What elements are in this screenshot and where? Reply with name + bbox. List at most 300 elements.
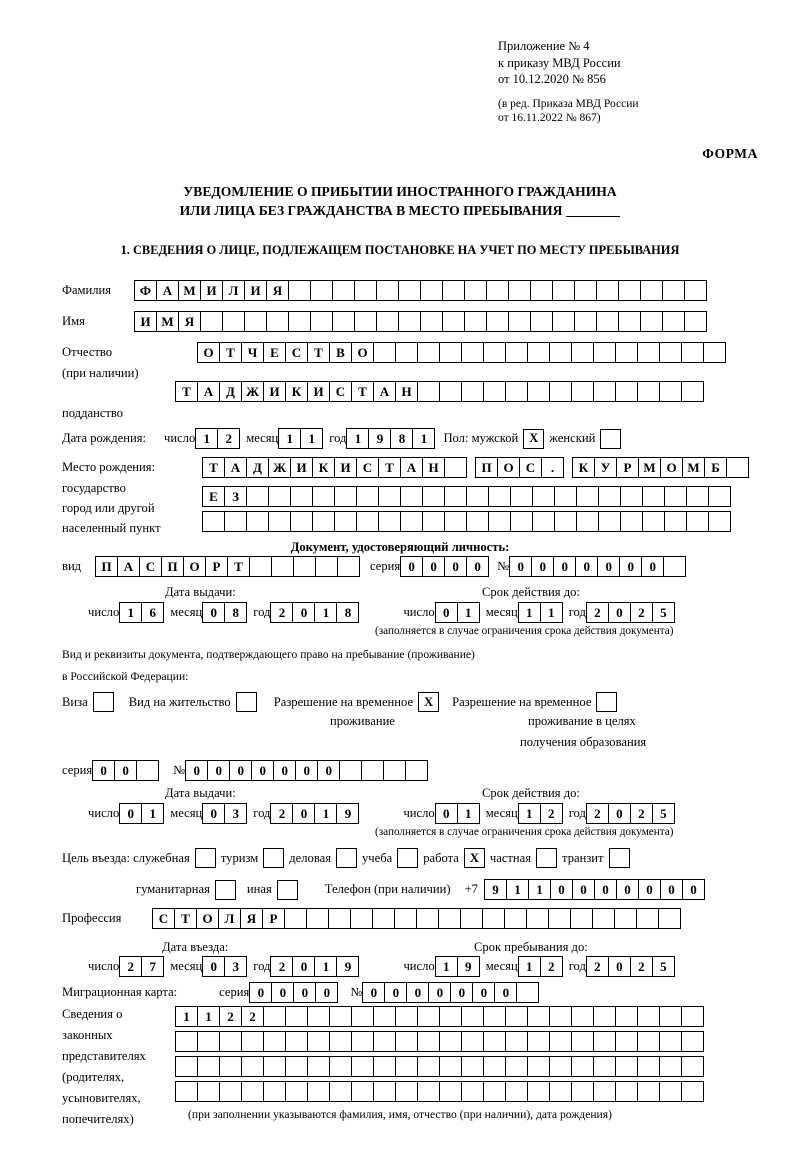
cell[interactable] [549, 1056, 572, 1077]
cell[interactable]: 2 [270, 803, 293, 824]
cell[interactable] [136, 760, 159, 781]
cell[interactable] [504, 908, 527, 929]
cell[interactable] [356, 486, 379, 507]
cell[interactable] [483, 1006, 506, 1027]
cell[interactable]: Я [266, 280, 289, 301]
cell[interactable] [659, 342, 682, 363]
cell[interactable] [241, 1081, 264, 1102]
cell[interactable]: 9 [336, 803, 359, 824]
cell[interactable] [417, 1081, 440, 1102]
cell[interactable] [466, 486, 489, 507]
birth-month-input[interactable] [278, 428, 323, 449]
cell[interactable] [417, 342, 440, 363]
cell[interactable] [618, 280, 641, 301]
cell[interactable] [642, 511, 665, 532]
cell[interactable]: 0 [292, 956, 315, 977]
cell[interactable] [505, 342, 528, 363]
cell[interactable] [373, 1006, 396, 1027]
cell[interactable] [197, 1081, 220, 1102]
cell[interactable] [224, 511, 247, 532]
cell[interactable]: 5 [652, 803, 675, 824]
cell[interactable]: 1 [518, 602, 541, 623]
cell[interactable]: Ч [241, 342, 264, 363]
cell[interactable] [307, 1081, 330, 1102]
cell[interactable]: 0 [251, 760, 274, 781]
cell[interactable] [593, 1081, 616, 1102]
permit-issue-day-input[interactable] [119, 803, 164, 824]
cell[interactable]: 0 [660, 879, 683, 900]
cell[interactable] [642, 486, 665, 507]
cell[interactable]: Л [222, 280, 245, 301]
cell[interactable]: 5 [652, 956, 675, 977]
cell[interactable]: 0 [608, 956, 631, 977]
cell[interactable] [200, 311, 223, 332]
cell[interactable]: 1 [175, 1006, 198, 1027]
cell[interactable]: 0 [494, 982, 517, 1003]
cell[interactable]: 0 [315, 982, 338, 1003]
cell[interactable]: П [475, 457, 498, 478]
cell[interactable] [659, 1031, 682, 1052]
cell[interactable] [354, 311, 377, 332]
cell[interactable] [618, 311, 641, 332]
cell[interactable] [464, 280, 487, 301]
cell[interactable] [510, 511, 533, 532]
cell[interactable]: 2 [540, 956, 563, 977]
cell[interactable] [620, 511, 643, 532]
cell[interactable] [527, 1031, 550, 1052]
cell[interactable] [395, 342, 418, 363]
cell[interactable] [290, 486, 313, 507]
permit-series-input[interactable] [92, 760, 159, 781]
cell[interactable]: И [244, 280, 267, 301]
cell[interactable]: Ж [268, 457, 291, 478]
cell[interactable]: С [152, 908, 175, 929]
cell[interactable] [439, 381, 462, 402]
cell[interactable] [620, 486, 643, 507]
cell[interactable]: Т [227, 556, 250, 577]
cell[interactable]: 1 [195, 428, 218, 449]
migration-number-input[interactable] [362, 982, 539, 1003]
cell[interactable]: 0 [594, 879, 617, 900]
cell[interactable]: 0 [114, 760, 137, 781]
cell[interactable] [640, 311, 663, 332]
cell[interactable] [505, 1006, 528, 1027]
cell[interactable] [664, 511, 687, 532]
cell[interactable]: 0 [641, 556, 664, 577]
cell[interactable]: И [334, 457, 357, 478]
cell[interactable] [439, 1031, 462, 1052]
permit-valid-year-input[interactable] [586, 803, 675, 824]
cell[interactable] [376, 280, 399, 301]
cell[interactable] [422, 511, 445, 532]
cell[interactable] [417, 1006, 440, 1027]
cell[interactable]: 0 [362, 982, 385, 1003]
cell[interactable] [570, 908, 593, 929]
doc-issue-month-input[interactable] [202, 602, 247, 623]
cell[interactable]: Т [202, 457, 225, 478]
doc-valid-day-input[interactable] [435, 602, 480, 623]
cell[interactable] [460, 908, 483, 929]
cell[interactable] [527, 1006, 550, 1027]
cell[interactable] [640, 280, 663, 301]
cell[interactable] [464, 311, 487, 332]
permit-valid-month-input[interactable] [518, 803, 563, 824]
cell[interactable]: 0 [550, 879, 573, 900]
cell[interactable] [461, 1006, 484, 1027]
purpose-other-checkbox[interactable] [277, 880, 298, 900]
cell[interactable]: 0 [384, 982, 407, 1003]
cell[interactable] [508, 311, 531, 332]
cell[interactable]: 0 [249, 982, 272, 1003]
cell[interactable] [398, 311, 421, 332]
cell[interactable] [288, 280, 311, 301]
cell[interactable] [598, 511, 621, 532]
cell[interactable] [637, 342, 660, 363]
cell[interactable] [219, 1056, 242, 1077]
cell[interactable]: 0 [531, 556, 554, 577]
entry-day-input[interactable] [119, 956, 164, 977]
cell[interactable]: Ф [134, 280, 157, 301]
cell[interactable] [356, 511, 379, 532]
cell[interactable] [444, 457, 467, 478]
cell[interactable] [527, 1056, 550, 1077]
birthplace-input-row3[interactable] [202, 511, 731, 532]
document-number-input[interactable] [509, 556, 686, 577]
cell[interactable]: 8 [336, 602, 359, 623]
cell[interactable] [219, 1031, 242, 1052]
cell[interactable] [444, 511, 467, 532]
cell[interactable]: И [290, 457, 313, 478]
purpose-tourism-checkbox[interactable] [263, 848, 284, 868]
cell[interactable] [373, 1056, 396, 1077]
cell[interactable]: 2 [119, 956, 142, 977]
permit-issue-year-input[interactable] [270, 803, 359, 824]
cell[interactable] [530, 280, 553, 301]
cell[interactable]: Т [219, 342, 242, 363]
cell[interactable] [398, 280, 421, 301]
cell[interactable]: М [638, 457, 661, 478]
cell[interactable]: О [351, 342, 374, 363]
cell[interactable]: Д [246, 457, 269, 478]
cell[interactable]: 0 [295, 760, 318, 781]
cell[interactable] [350, 908, 373, 929]
cell[interactable] [461, 342, 484, 363]
cell[interactable] [615, 381, 638, 402]
sex-female-checkbox[interactable] [600, 429, 621, 449]
cell[interactable]: И [263, 381, 286, 402]
cell[interactable] [615, 1006, 638, 1027]
cell[interactable]: З [224, 486, 247, 507]
cell[interactable]: С [285, 342, 308, 363]
cell[interactable] [593, 381, 616, 402]
stay-month-input[interactable] [518, 956, 563, 977]
cell[interactable]: 1 [346, 428, 369, 449]
cell[interactable] [422, 486, 445, 507]
cell[interactable] [505, 381, 528, 402]
cell[interactable] [526, 908, 549, 929]
cell[interactable] [306, 908, 329, 929]
cell[interactable]: 1 [506, 879, 529, 900]
cell[interactable]: 0 [428, 982, 451, 1003]
cell[interactable] [351, 1081, 374, 1102]
cell[interactable] [637, 1056, 660, 1077]
doc-issue-day-input[interactable] [119, 602, 164, 623]
cell[interactable] [488, 486, 511, 507]
cell[interactable]: Т [175, 381, 198, 402]
cell[interactable] [354, 280, 377, 301]
cell[interactable]: 1 [540, 602, 563, 623]
cell[interactable]: 0 [202, 956, 225, 977]
cell[interactable] [636, 908, 659, 929]
cell[interactable] [417, 1056, 440, 1077]
cell[interactable] [246, 511, 269, 532]
cell[interactable]: М [178, 280, 201, 301]
sex-male-checkbox[interactable]: X [523, 429, 544, 449]
cell[interactable]: О [497, 457, 520, 478]
cell[interactable] [285, 1006, 308, 1027]
cell[interactable] [532, 511, 555, 532]
cell[interactable]: 1 [412, 428, 435, 449]
cell[interactable] [383, 760, 406, 781]
cell[interactable]: Т [378, 457, 401, 478]
cell[interactable] [552, 280, 575, 301]
cell[interactable] [339, 760, 362, 781]
cell[interactable]: Т [351, 381, 374, 402]
cell[interactable] [549, 381, 572, 402]
cell[interactable]: 9 [368, 428, 391, 449]
cell[interactable]: . [541, 457, 564, 478]
cell[interactable]: А [156, 280, 179, 301]
cell[interactable] [268, 511, 291, 532]
cell[interactable] [659, 1006, 682, 1027]
cell[interactable] [373, 1081, 396, 1102]
cell-group[interactable] [202, 457, 467, 478]
cell[interactable] [461, 1081, 484, 1102]
migration-series-input[interactable] [249, 982, 338, 1003]
patronymic-input[interactable] [197, 342, 726, 363]
cell[interactable]: 0 [472, 982, 495, 1003]
cell[interactable]: К [572, 457, 595, 478]
name-input[interactable] [134, 311, 707, 332]
cell[interactable]: С [356, 457, 379, 478]
cell[interactable]: 1 [197, 1006, 220, 1027]
cell[interactable]: 0 [575, 556, 598, 577]
cell[interactable]: 2 [630, 602, 653, 623]
cell[interactable] [373, 342, 396, 363]
cell[interactable] [593, 1006, 616, 1027]
cell[interactable]: 5 [652, 602, 675, 623]
cell[interactable]: Д [219, 381, 242, 402]
document-kind-input[interactable] [95, 556, 360, 577]
legal-rep-input-row4[interactable] [175, 1081, 704, 1102]
cell[interactable] [361, 760, 384, 781]
cell[interactable] [417, 1031, 440, 1052]
cell[interactable] [439, 1081, 462, 1102]
cell[interactable] [175, 1081, 198, 1102]
cell[interactable] [329, 1006, 352, 1027]
cell[interactable] [516, 982, 539, 1003]
cell[interactable]: Е [202, 486, 225, 507]
cell[interactable] [466, 511, 489, 532]
cell[interactable]: 0 [422, 556, 445, 577]
cell[interactable]: О [196, 908, 219, 929]
cell[interactable] [596, 311, 619, 332]
profession-input[interactable] [152, 908, 681, 929]
cell[interactable] [310, 311, 333, 332]
cell[interactable]: 0 [638, 879, 661, 900]
cell[interactable] [310, 280, 333, 301]
cell[interactable] [527, 342, 550, 363]
cell[interactable]: 0 [207, 760, 230, 781]
cell-group[interactable] [475, 457, 564, 478]
cell[interactable] [659, 381, 682, 402]
cell[interactable]: 0 [185, 760, 208, 781]
cell[interactable]: И [134, 311, 157, 332]
cell[interactable] [268, 486, 291, 507]
visa-checkbox[interactable] [93, 692, 114, 712]
cell[interactable]: П [95, 556, 118, 577]
cell[interactable] [334, 511, 357, 532]
purpose-transit-checkbox[interactable] [609, 848, 630, 868]
cell[interactable] [315, 556, 338, 577]
cell[interactable] [263, 1056, 286, 1077]
birthplace-input[interactable] [202, 457, 749, 478]
cell[interactable]: 1 [528, 879, 551, 900]
cell[interactable]: Е [263, 342, 286, 363]
cell[interactable] [332, 280, 355, 301]
cell[interactable]: 2 [217, 428, 240, 449]
cell[interactable] [290, 511, 313, 532]
cell[interactable] [530, 311, 553, 332]
purpose-work-checkbox[interactable]: X [464, 848, 485, 868]
cell[interactable]: 0 [317, 760, 340, 781]
cell[interactable] [395, 1006, 418, 1027]
cell[interactable]: Т [174, 908, 197, 929]
cell[interactable] [329, 1056, 352, 1077]
cell[interactable]: Н [422, 457, 445, 478]
cell[interactable] [288, 311, 311, 332]
cell[interactable] [249, 556, 272, 577]
stay-year-input[interactable] [586, 956, 675, 977]
cell[interactable] [376, 311, 399, 332]
cell[interactable]: Я [178, 311, 201, 332]
permit-valid-day-input[interactable] [435, 803, 480, 824]
cell[interactable] [527, 381, 550, 402]
cell[interactable] [510, 486, 533, 507]
cell[interactable] [708, 486, 731, 507]
cell[interactable] [681, 1056, 704, 1077]
cell[interactable]: 6 [141, 602, 164, 623]
cell[interactable]: И [307, 381, 330, 402]
cell[interactable]: 2 [630, 803, 653, 824]
cell[interactable] [615, 1056, 638, 1077]
cell[interactable]: 0 [619, 556, 642, 577]
entry-month-input[interactable] [202, 956, 247, 977]
cell[interactable]: 1 [457, 602, 480, 623]
cell[interactable] [271, 556, 294, 577]
cell[interactable] [378, 511, 401, 532]
cell[interactable]: 0 [273, 760, 296, 781]
cell[interactable] [405, 760, 428, 781]
cell[interactable] [395, 1081, 418, 1102]
cell[interactable] [461, 381, 484, 402]
cell[interactable] [659, 1056, 682, 1077]
cell[interactable]: 1 [314, 803, 337, 824]
cell[interactable]: 0 [509, 556, 532, 577]
purpose-study-checkbox[interactable] [397, 848, 418, 868]
cell[interactable] [263, 1081, 286, 1102]
cell[interactable] [593, 1031, 616, 1052]
doc-valid-year-input[interactable] [586, 602, 675, 623]
cell[interactable] [708, 511, 731, 532]
cell[interactable] [532, 486, 555, 507]
cell[interactable]: 1 [314, 956, 337, 977]
cell[interactable] [202, 511, 225, 532]
cell[interactable]: 0 [202, 602, 225, 623]
cell[interactable] [593, 342, 616, 363]
cell[interactable]: Р [205, 556, 228, 577]
cell[interactable]: 1 [141, 803, 164, 824]
cell[interactable]: 8 [224, 602, 247, 623]
cell[interactable] [197, 1031, 220, 1052]
cell[interactable] [576, 486, 599, 507]
cell[interactable] [686, 486, 709, 507]
cell[interactable]: 2 [270, 602, 293, 623]
citizenship-input[interactable] [175, 381, 704, 402]
cell[interactable] [615, 342, 638, 363]
cell[interactable] [614, 908, 637, 929]
cell[interactable] [681, 1006, 704, 1027]
cell[interactable] [726, 457, 749, 478]
cell[interactable] [329, 1081, 352, 1102]
cell[interactable] [686, 511, 709, 532]
cell[interactable] [483, 342, 506, 363]
cell[interactable] [285, 1081, 308, 1102]
cell[interactable] [395, 1056, 418, 1077]
cell[interactable] [662, 280, 685, 301]
cell[interactable]: 0 [202, 803, 225, 824]
legal-rep-input-row1[interactable] [175, 1006, 704, 1027]
cell[interactable]: Л [218, 908, 241, 929]
cell[interactable] [219, 1081, 242, 1102]
cell[interactable] [488, 511, 511, 532]
cell[interactable] [554, 511, 577, 532]
cell[interactable] [659, 1081, 682, 1102]
legal-rep-input-row3[interactable] [175, 1056, 704, 1077]
cell[interactable]: 1 [435, 956, 458, 977]
cell[interactable] [439, 342, 462, 363]
cell[interactable] [373, 1031, 396, 1052]
cell[interactable]: 9 [484, 879, 507, 900]
cell[interactable] [241, 1031, 264, 1052]
cell[interactable] [420, 280, 443, 301]
legal-rep-input-row2[interactable] [175, 1031, 704, 1052]
cell[interactable] [664, 486, 687, 507]
cell[interactable] [400, 486, 423, 507]
cell[interactable] [416, 908, 439, 929]
cell[interactable]: 0 [293, 982, 316, 1003]
cell[interactable] [574, 311, 597, 332]
cell[interactable] [285, 1056, 308, 1077]
cell[interactable]: Н [395, 381, 418, 402]
cell[interactable]: 2 [270, 956, 293, 977]
cell[interactable]: Т [307, 342, 330, 363]
cell[interactable]: 3 [224, 803, 247, 824]
cell[interactable] [461, 1056, 484, 1077]
cell[interactable] [378, 486, 401, 507]
cell[interactable]: 1 [457, 803, 480, 824]
cell[interactable]: П [161, 556, 184, 577]
